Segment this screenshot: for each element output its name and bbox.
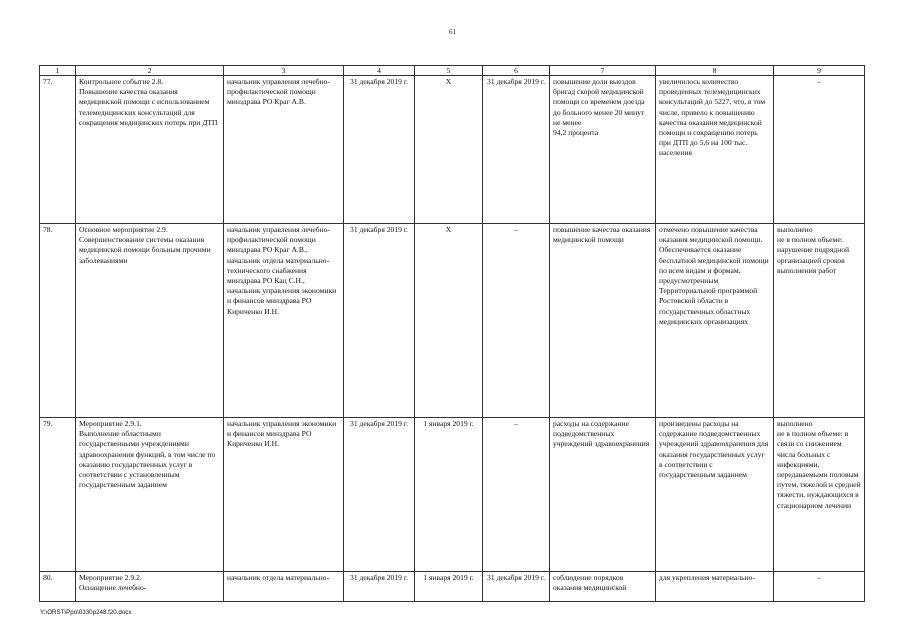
start-date: 1 января 2019 г.	[415, 418, 483, 572]
report-table	[39, 65, 865, 602]
end-date: 31 декабря 2019 г.	[483, 76, 550, 224]
responsible-person: начальник управления экономики и финансов минздрава РО Кириченко И.Н.	[224, 418, 344, 572]
page-number: 61	[449, 28, 456, 36]
activity-name: Основное мероприятие 2.9. Совершенствование системы оказания медицинской помощи больным прочими заболеваниями	[76, 224, 224, 418]
table-row	[40, 224, 865, 418]
table-row	[40, 76, 865, 224]
expected-result: повышение качества оказания медицинской помощи	[550, 224, 656, 418]
row-number: 79.	[40, 418, 76, 572]
file-path-footer: Y:\ORST\Ppo\0330p248.f20.docx	[40, 609, 132, 616]
row-number: 78.	[40, 224, 76, 418]
col-header-2: 2	[76, 66, 224, 76]
plan-date: 31 декабря 2019 г.	[344, 418, 415, 572]
col-header-8: 8	[656, 66, 774, 76]
plan-date: 31 декабря 2019 г.	[344, 572, 415, 602]
activity-name: Контрольное событие 2.8. Повышение качества оказания медицинской помощи с использованием телемедицинских консультаций для сокращения медицинских потерь при ДТП	[76, 76, 224, 224]
expected-result: расходы на содержание подведомственных учреждений здравоохранения	[550, 418, 656, 572]
plan-date: 31 декабря 2019 г.	[344, 76, 415, 224]
end-date: 31 декабря 2019 г.	[483, 572, 550, 602]
start-date: 1 января 2019 г.	[415, 572, 483, 602]
col-header-3: 3	[224, 66, 344, 76]
expected-result: соблюдение порядков оказания медицинской	[550, 572, 656, 602]
activity-name: Мероприятие 2.9.2. Оснащение лечебно-	[76, 572, 224, 602]
actual-result: увеличилось количество проведенных телемедицинских консультаций до 5227, что, в том числе, привело к повышению качества оказания медицинской помощи и сокращению потерь при ДТП до 5,6 на 100 тыс. населения	[656, 76, 774, 224]
plan-date: 31 декабря 2019 г.	[344, 224, 415, 418]
note: выполнено не в полном объеме: в связи со снижением числа больных с инфекциями, передаваемыми половым путем, тяжелой и средней тяжести, нуждающихся в стационарном лечении	[774, 418, 865, 572]
col-header-9: 9	[774, 66, 865, 76]
actual-result: отмечено повышение качества оказания медицинской помощи. Обеспечивается оказание бесплатной медицинской помощи по всем видам и формам, предусмотренным Территориальной программой Ростовской области в государственных областных медицинских организациях	[656, 224, 774, 418]
start-date: Х	[415, 76, 483, 224]
col-header-5: 5	[415, 66, 483, 76]
actual-result: для укрепления материально-	[656, 572, 774, 602]
row-number: 77.	[40, 76, 76, 224]
actual-result: произведены расходы на содержание подведомственных учреждений здравоохранения для оказания государственных услуг в соответствии с государственным заданием	[656, 418, 774, 572]
col-header-4: 4	[344, 66, 415, 76]
col-header-6: 6	[483, 66, 550, 76]
responsible-person: начальник управления лечебно-профилактической помощи минздрава РО Краг А.В.	[224, 76, 344, 224]
row-number: 80.	[40, 572, 76, 602]
start-date: Х	[415, 224, 483, 418]
responsible-person: начальник отдела материально-	[224, 572, 344, 602]
note: –	[774, 76, 865, 224]
activity-name: Мероприятие 2.9.1. Выполнение областными государственными учреждениями здравоохранения функций, в том числе по оказанию государственных услуг в соответствии с установленным государственным заданием	[76, 418, 224, 572]
responsible-person: начальник управления лечебно-профилактической помощи минздрава РО Краг А.В., начальник отдела материально-технического снабжения минздрава РО Кац С.Н., начальник управления экономики и финансов минздрава РО Кириченко И.Н.	[224, 224, 344, 418]
note: –	[774, 572, 865, 602]
col-header-1: 1	[40, 66, 76, 76]
expected-result: повышение доли выездов бригад скорой медицинской помощи со временем доезда до больного менее 20 минут не менее 94,2 процента	[550, 76, 656, 224]
note: выполнено не в полном объеме: нарушение подрядной организацией сроков выполнения работ	[774, 224, 865, 418]
column-number-header	[40, 66, 865, 76]
end-date: –	[483, 224, 550, 418]
table-row	[40, 418, 865, 572]
end-date: –	[483, 418, 550, 572]
col-header-7: 7	[550, 66, 656, 76]
table-row	[40, 572, 865, 602]
